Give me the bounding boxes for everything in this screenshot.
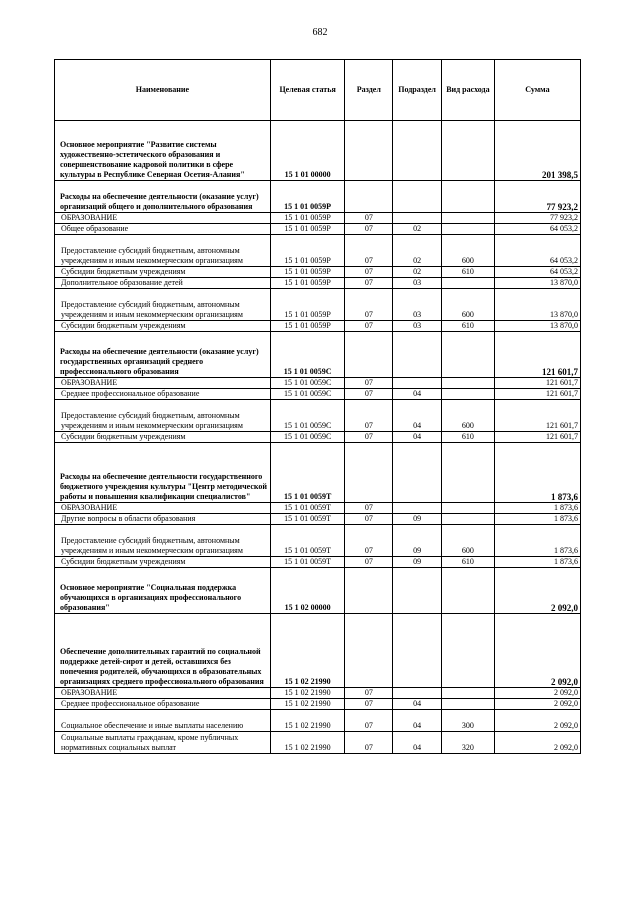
table-row bbox=[55, 514, 581, 525]
cell-name: Основное мероприятие "Развитие системы художественно-эстетического образования и совершенствование кадровой политики в сфере культуры в Республике Северная Осетия-Алания" bbox=[55, 121, 271, 181]
cell-expense-type: 610 bbox=[441, 557, 494, 568]
cell-section: 07 bbox=[345, 557, 393, 568]
cell-subsection: 04 bbox=[393, 732, 442, 754]
cell-target-article: 15 1 01 0059Р bbox=[270, 224, 345, 235]
cell-subsection: 09 bbox=[393, 514, 442, 525]
cell-sum: 77 923,2 bbox=[494, 181, 580, 213]
cell-target-article: 15 1 02 21990 bbox=[270, 732, 345, 754]
cell-target-article: 15 1 01 0059С bbox=[270, 400, 345, 432]
cell-sum: 121 601,7 bbox=[494, 332, 580, 378]
cell-target-article: 15 1 01 0059Р bbox=[270, 213, 345, 224]
header-subsection: Подраздел bbox=[393, 60, 442, 121]
table-row bbox=[55, 525, 581, 557]
cell-expense-type bbox=[441, 181, 494, 213]
cell-subsection: 03 bbox=[393, 321, 442, 332]
table-row bbox=[55, 378, 581, 389]
table-row bbox=[55, 699, 581, 710]
cell-sum: 121 601,7 bbox=[494, 432, 580, 443]
cell-sum: 1 873,6 bbox=[494, 443, 580, 503]
table-row bbox=[55, 332, 581, 378]
cell-expense-type: 610 bbox=[441, 267, 494, 278]
cell-target-article: 15 1 01 0059С bbox=[270, 389, 345, 400]
cell-sum: 1 873,6 bbox=[494, 503, 580, 514]
cell-section bbox=[345, 332, 393, 378]
cell-sum: 64 053,2 bbox=[494, 235, 580, 267]
cell-subsection: 03 bbox=[393, 278, 442, 289]
cell-target-article: 15 1 01 0059Т bbox=[270, 443, 345, 503]
cell-target-article: 15 1 01 0059Р bbox=[270, 321, 345, 332]
cell-expense-type: 300 bbox=[441, 710, 494, 732]
table-row bbox=[55, 278, 581, 289]
cell-sum: 77 923,2 bbox=[494, 213, 580, 224]
page-number: 682 bbox=[312, 27, 328, 38]
cell-subsection bbox=[393, 503, 442, 514]
cell-section: 07 bbox=[345, 525, 393, 557]
cell-section: 07 bbox=[345, 235, 393, 267]
table-row bbox=[55, 400, 581, 432]
cell-section: 07 bbox=[345, 514, 393, 525]
cell-sum: 13 870,0 bbox=[494, 289, 580, 321]
cell-subsection: 02 bbox=[393, 235, 442, 267]
cell-sum: 1 873,6 bbox=[494, 514, 580, 525]
cell-expense-type: 600 bbox=[441, 235, 494, 267]
cell-sum: 64 053,2 bbox=[494, 267, 580, 278]
cell-expense-type bbox=[441, 332, 494, 378]
cell-expense-type bbox=[441, 278, 494, 289]
cell-target-article: 15 1 02 21990 bbox=[270, 710, 345, 732]
cell-expense-type bbox=[441, 121, 494, 181]
cell-sum: 2 092,0 bbox=[494, 568, 580, 614]
table-row bbox=[55, 710, 581, 732]
cell-subsection: 04 bbox=[393, 389, 442, 400]
cell-target-article: 15 1 01 0059Р bbox=[270, 181, 345, 213]
cell-sum: 121 601,7 bbox=[494, 400, 580, 432]
cell-subsection bbox=[393, 332, 442, 378]
cell-target-article: 15 1 01 0059Т bbox=[270, 503, 345, 514]
table-row bbox=[55, 432, 581, 443]
cell-expense-type: 320 bbox=[441, 732, 494, 754]
cell-target-article: 15 1 01 0059С bbox=[270, 378, 345, 389]
cell-name: Расходы на обеспечение деятельности (оказание услуг) организаций общего и дополнительного образования bbox=[55, 181, 271, 213]
cell-target-article: 15 1 02 21990 bbox=[270, 699, 345, 710]
cell-subsection: 04 bbox=[393, 699, 442, 710]
cell-target-article: 15 1 01 0059Р bbox=[270, 267, 345, 278]
cell-section bbox=[345, 568, 393, 614]
cell-name: Субсидии бюджетным учреждениям bbox=[55, 432, 271, 443]
cell-expense-type bbox=[441, 503, 494, 514]
cell-expense-type: 610 bbox=[441, 321, 494, 332]
cell-subsection bbox=[393, 443, 442, 503]
cell-subsection: 04 bbox=[393, 400, 442, 432]
cell-subsection bbox=[393, 688, 442, 699]
cell-expense-type: 600 bbox=[441, 289, 494, 321]
cell-name: Предоставление субсидий бюджетным, автономным учреждениям и иным некоммерческим организациям bbox=[55, 525, 271, 557]
table-row bbox=[55, 121, 581, 181]
header-section: Раздел bbox=[345, 60, 393, 121]
cell-target-article: 15 1 01 00000 bbox=[270, 121, 345, 181]
cell-subsection: 09 bbox=[393, 557, 442, 568]
cell-expense-type bbox=[441, 443, 494, 503]
cell-expense-type: 600 bbox=[441, 525, 494, 557]
cell-section: 07 bbox=[345, 710, 393, 732]
cell-expense-type: 600 bbox=[441, 400, 494, 432]
cell-name: Дополнительное образование детей bbox=[55, 278, 271, 289]
cell-subsection: 02 bbox=[393, 267, 442, 278]
cell-target-article: 15 1 01 0059Р bbox=[270, 289, 345, 321]
cell-name: Расходы на обеспечение деятельности (оказание услуг) государственных организаций среднего профессионального образования bbox=[55, 332, 271, 378]
cell-expense-type bbox=[441, 614, 494, 688]
cell-name: Общее образование bbox=[55, 224, 271, 235]
cell-subsection bbox=[393, 614, 442, 688]
header-target-article: Целевая статья bbox=[270, 60, 345, 121]
table-body bbox=[55, 121, 581, 754]
cell-sum: 201 398,5 bbox=[494, 121, 580, 181]
cell-subsection: 09 bbox=[393, 525, 442, 557]
table-row bbox=[55, 267, 581, 278]
table-row bbox=[55, 224, 581, 235]
cell-name: Социальные выплаты гражданам, кроме публичных нормативных социальных выплат bbox=[55, 732, 271, 754]
cell-section: 07 bbox=[345, 688, 393, 699]
table-row bbox=[55, 213, 581, 224]
table-row bbox=[55, 503, 581, 514]
cell-name: Предоставление субсидий бюджетным, автономным учреждениям и иным некоммерческим организациям bbox=[55, 235, 271, 267]
cell-name: Предоставление субсидий бюджетным, автономным учреждениям и иным некоммерческим организациям bbox=[55, 289, 271, 321]
cell-subsection bbox=[393, 213, 442, 224]
cell-expense-type bbox=[441, 224, 494, 235]
cell-expense-type bbox=[441, 699, 494, 710]
cell-sum: 2 092,0 bbox=[494, 732, 580, 754]
cell-section: 07 bbox=[345, 224, 393, 235]
cell-subsection bbox=[393, 568, 442, 614]
cell-subsection: 02 bbox=[393, 224, 442, 235]
cell-name: Субсидии бюджетным учреждениям bbox=[55, 557, 271, 568]
cell-sum: 2 092,0 bbox=[494, 710, 580, 732]
header-expense-type: Вид расхода bbox=[441, 60, 494, 121]
cell-expense-type bbox=[441, 688, 494, 699]
cell-sum: 2 092,0 bbox=[494, 614, 580, 688]
cell-section: 07 bbox=[345, 699, 393, 710]
cell-section bbox=[345, 181, 393, 213]
table-header-row bbox=[55, 60, 581, 121]
cell-sum: 13 870,0 bbox=[494, 278, 580, 289]
cell-target-article: 15 1 01 0059С bbox=[270, 332, 345, 378]
cell-section: 07 bbox=[345, 278, 393, 289]
cell-section: 07 bbox=[345, 432, 393, 443]
cell-subsection bbox=[393, 121, 442, 181]
table-row bbox=[55, 614, 581, 688]
budget-table bbox=[54, 59, 581, 754]
cell-expense-type: 610 bbox=[441, 432, 494, 443]
cell-name: Субсидии бюджетным учреждениям bbox=[55, 321, 271, 332]
cell-expense-type bbox=[441, 514, 494, 525]
cell-name: Среднее профессиональное образование bbox=[55, 389, 271, 400]
table-row bbox=[55, 181, 581, 213]
cell-target-article: 15 1 01 0059Р bbox=[270, 235, 345, 267]
table-row bbox=[55, 688, 581, 699]
table-row bbox=[55, 235, 581, 267]
cell-section bbox=[345, 614, 393, 688]
cell-name: ОБРАЗОВАНИЕ bbox=[55, 503, 271, 514]
cell-section: 07 bbox=[345, 321, 393, 332]
table-row bbox=[55, 389, 581, 400]
cell-expense-type bbox=[441, 213, 494, 224]
cell-sum: 121 601,7 bbox=[494, 378, 580, 389]
cell-name: Расходы на обеспечение деятельности государственного бюджетного учреждения культуры "Центр методической работы и повышения квалификации специалистов" bbox=[55, 443, 271, 503]
cell-sum: 13 870,0 bbox=[494, 321, 580, 332]
table-row bbox=[55, 321, 581, 332]
header-sum: Сумма bbox=[494, 60, 580, 121]
cell-sum: 1 873,6 bbox=[494, 525, 580, 557]
cell-expense-type bbox=[441, 389, 494, 400]
cell-target-article: 15 1 02 00000 bbox=[270, 568, 345, 614]
cell-section: 07 bbox=[345, 213, 393, 224]
cell-subsection bbox=[393, 378, 442, 389]
cell-name: Обеспечение дополнительных гарантий по социальной поддержке детей-сирот и детей, оставшихся без попечения родителей, обучающихся в образовательных организациях среднего профессионального образования bbox=[55, 614, 271, 688]
cell-name: ОБРАЗОВАНИЕ bbox=[55, 378, 271, 389]
cell-name: Основное мероприятие "Социальная поддержка обучающихся в организациях профессионального образования" bbox=[55, 568, 271, 614]
cell-name: Социальное обеспечение и иные выплаты населению bbox=[55, 710, 271, 732]
cell-name: Предоставление субсидий бюджетным, автономным учреждениям и иным некоммерческим организациям bbox=[55, 400, 271, 432]
table-row bbox=[55, 557, 581, 568]
cell-subsection: 04 bbox=[393, 432, 442, 443]
cell-subsection: 03 bbox=[393, 289, 442, 321]
cell-subsection bbox=[393, 181, 442, 213]
table-row bbox=[55, 732, 581, 754]
cell-section: 07 bbox=[345, 267, 393, 278]
cell-name: ОБРАЗОВАНИЕ bbox=[55, 688, 271, 699]
cell-section: 07 bbox=[345, 389, 393, 400]
table-row bbox=[55, 289, 581, 321]
cell-name: ОБРАЗОВАНИЕ bbox=[55, 213, 271, 224]
cell-expense-type bbox=[441, 568, 494, 614]
cell-target-article: 15 1 01 0059С bbox=[270, 432, 345, 443]
cell-target-article: 15 1 02 21990 bbox=[270, 688, 345, 699]
table-row bbox=[55, 443, 581, 503]
cell-sum: 121 601,7 bbox=[494, 389, 580, 400]
cell-section: 07 bbox=[345, 503, 393, 514]
cell-section bbox=[345, 443, 393, 503]
table-row bbox=[55, 568, 581, 614]
cell-target-article: 15 1 01 0059Т bbox=[270, 525, 345, 557]
cell-sum: 1 873,6 bbox=[494, 557, 580, 568]
cell-target-article: 15 1 02 21990 bbox=[270, 614, 345, 688]
cell-name: Среднее профессиональное образование bbox=[55, 699, 271, 710]
cell-section: 07 bbox=[345, 400, 393, 432]
cell-name: Другие вопросы в области образования bbox=[55, 514, 271, 525]
cell-sum: 64 053,2 bbox=[494, 224, 580, 235]
cell-name: Субсидии бюджетным учреждениям bbox=[55, 267, 271, 278]
cell-section: 07 bbox=[345, 378, 393, 389]
cell-subsection: 04 bbox=[393, 710, 442, 732]
cell-sum: 2 092,0 bbox=[494, 699, 580, 710]
cell-section: 07 bbox=[345, 289, 393, 321]
cell-target-article: 15 1 01 0059Т bbox=[270, 557, 345, 568]
cell-section bbox=[345, 121, 393, 181]
cell-sum: 2 092,0 bbox=[494, 688, 580, 699]
cell-target-article: 15 1 01 0059Т bbox=[270, 514, 345, 525]
header-name: Наименование bbox=[55, 60, 271, 121]
cell-target-article: 15 1 01 0059Р bbox=[270, 278, 345, 289]
cell-section: 07 bbox=[345, 732, 393, 754]
cell-expense-type bbox=[441, 378, 494, 389]
